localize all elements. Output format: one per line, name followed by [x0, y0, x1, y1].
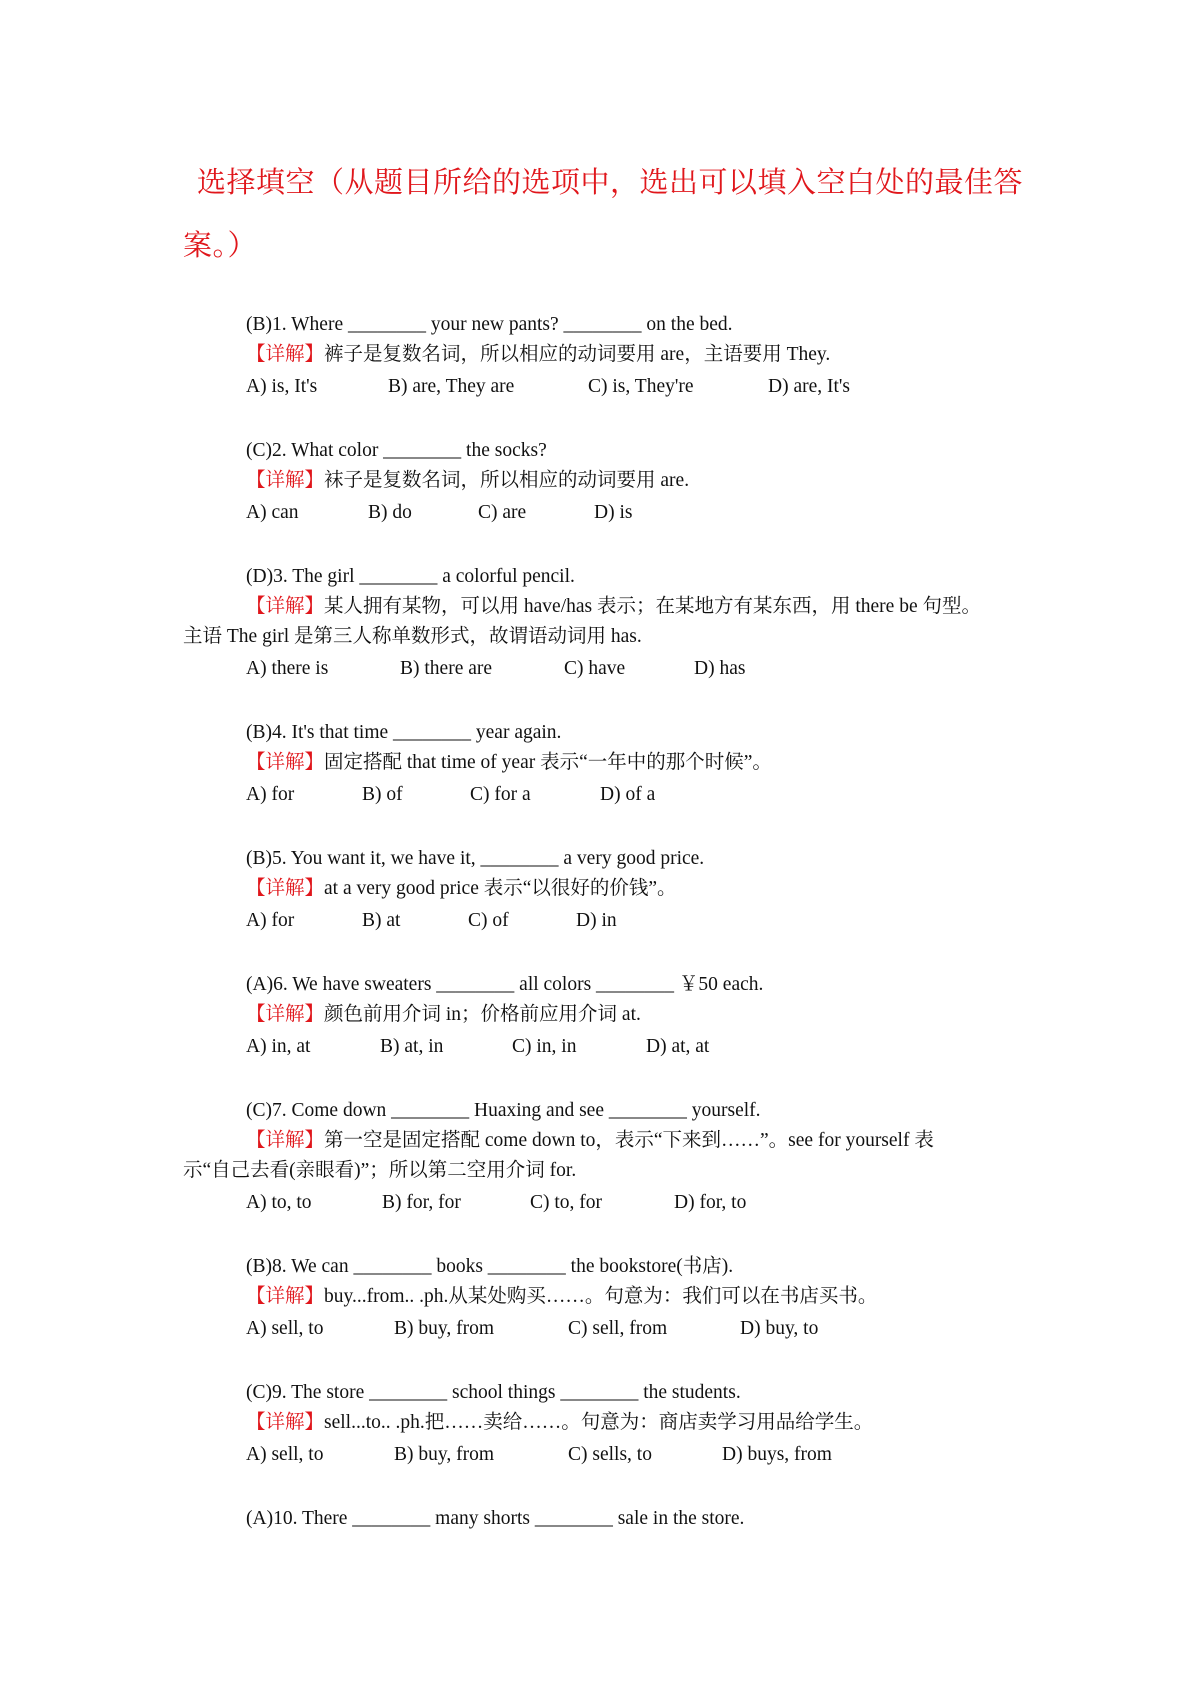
option-d: D) buys, from: [722, 1444, 832, 1465]
question-stem: (C)7. Come down ________ Huaxing and see ________ yourself.: [246, 1100, 761, 1121]
question-stem: (C)2. What color ________ the socks?: [246, 440, 547, 461]
question-explanation: [246, 1410, 873, 1436]
question-stem: (B)4. It's that time ________ year again.: [246, 722, 562, 743]
question-stem: (C)9. The store ________ school things ________ the students.: [246, 1382, 741, 1403]
explanation-tag: 【详解】: [246, 344, 325, 365]
section-title-line2: 案。）: [183, 230, 258, 262]
option-d: D) at, at: [646, 1036, 710, 1057]
option-c: C) for a: [470, 784, 531, 805]
question-explanation: [246, 1284, 877, 1310]
explanation-text: sell...to.. .ph.把……卖给……。句意为：商店卖学习用品给学生。: [324, 1412, 874, 1433]
question-stem: (A)10. There ________ many shorts ________ sale in the store.: [246, 1508, 745, 1529]
section-title: [183, 152, 1033, 278]
option-a: A) sell, to: [246, 1444, 324, 1465]
option-a: A) in, at: [246, 1036, 311, 1057]
option-b: B) buy, from: [394, 1318, 495, 1339]
explanation-text: at a very good price 表示“以很好的价钱”。: [324, 878, 677, 899]
question-stem: (B)8. We can ________ books ________ the bookstore(书店).: [246, 1256, 734, 1277]
option-d: D) has: [694, 658, 746, 679]
question-stem: (A)6. We have sweaters ________ all colors ________ ￥50 each.: [246, 974, 764, 995]
option-a: A) for: [246, 784, 295, 805]
option-c: C) have: [564, 658, 626, 679]
option-d: D) buy, to: [740, 1318, 819, 1339]
option-d: D) is: [594, 502, 633, 523]
option-c: C) sell, from: [568, 1318, 668, 1339]
option-a: A) can: [246, 502, 299, 523]
question-explanation: [246, 750, 772, 776]
question-stem: (B)1. Where ________ your new pants? ________ on the bed.: [246, 314, 733, 335]
question-explanation: [246, 1002, 641, 1028]
explanation-tag: 【详解】: [246, 1130, 325, 1151]
option-b: B) do: [368, 502, 412, 523]
option-a: A) to, to: [246, 1192, 312, 1213]
explanation-tag: 【详解】: [246, 878, 325, 899]
explanation-text: 袜子是复数名词，所以相应的动词要用 are.: [324, 470, 690, 491]
question-explanation: [246, 1128, 934, 1154]
explanation-text: buy...from.. .ph.从某处购买……。句意为：我们可以在书店买书。: [324, 1286, 878, 1307]
option-d: D) in: [576, 910, 617, 931]
option-d: D) of a: [600, 784, 656, 805]
explanation-tag: 【详解】: [246, 752, 325, 773]
option-b: B) at: [362, 910, 401, 931]
question-explanation: [246, 468, 689, 494]
question-explanation: [246, 342, 830, 368]
option-b: B) buy, from: [394, 1444, 495, 1465]
option-c: C) is, They're: [588, 376, 694, 397]
explanation-text: 某人拥有某物，可以用 have/has 表示；在某地方有某东西，用 there be 句型。: [324, 596, 981, 617]
option-c: C) are: [478, 502, 527, 523]
explanation-text: 第一空是固定搭配 come down to，表示“下来到……”。see for yourself 表: [324, 1130, 934, 1151]
option-c: C) to, for: [530, 1192, 603, 1213]
explanation-text: 固定搭配 that time of year 表示“一年中的那个时候”。: [324, 752, 772, 773]
option-b: B) for, for: [382, 1192, 461, 1213]
option-a: A) there is: [246, 658, 329, 679]
option-c: C) of: [468, 910, 509, 931]
explanation-text: 颜色前用介词 in；价格前应用介词 at.: [324, 1004, 641, 1025]
option-a: A) for: [246, 910, 295, 931]
option-d: D) are, It's: [768, 376, 851, 397]
option-b: B) there are: [400, 658, 493, 679]
option-d: D) for, to: [674, 1192, 747, 1213]
option-b: B) of: [362, 784, 403, 805]
explanation-tag: 【详解】: [246, 1286, 325, 1307]
option-a: A) is, It's: [246, 376, 318, 397]
option-b: B) are, They are: [388, 376, 515, 397]
question-explanation: [246, 876, 677, 902]
explanation-text: 裤子是复数名词，所以相应的动词要用 are，主语要用 They.: [324, 344, 831, 365]
explanation-tag: 【详解】: [246, 596, 325, 617]
explanation-tag: 【详解】: [246, 470, 325, 491]
option-c: C) sells, to: [568, 1444, 652, 1465]
explanation-tag: 【详解】: [246, 1004, 325, 1025]
question-explanation: [246, 594, 981, 620]
question-explanation-cont: 示“自己去看(亲眼看)”；所以第二空用介词 for.: [183, 1160, 577, 1181]
question-stem: (D)3. The girl ________ a colorful pencil.: [246, 566, 575, 587]
section-title-line1: 选择填空（从题目所给的选项中，选出可以填入空白处的最佳答: [197, 167, 1024, 199]
option-a: A) sell, to: [246, 1318, 324, 1339]
question-stem: (B)5. You want it, we have it, ________ a very good price.: [246, 848, 705, 869]
option-b: B) at, in: [380, 1036, 444, 1057]
question-explanation-cont: 主语 The girl 是第三人称单数形式，故谓语动词用 has.: [183, 626, 642, 647]
explanation-tag: 【详解】: [246, 1412, 325, 1433]
option-c: C) in, in: [512, 1036, 577, 1057]
